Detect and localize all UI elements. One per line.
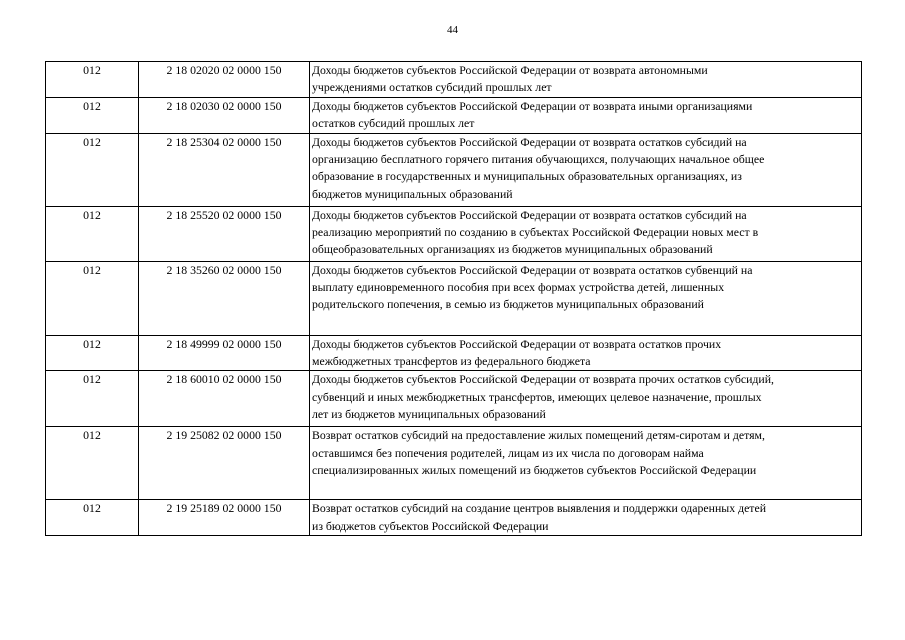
admin-code-cell: 012: [46, 371, 139, 427]
description-cell: [310, 133, 862, 206]
table-row: [46, 427, 862, 500]
table-row: [46, 500, 862, 536]
description-line: бюджетов муниципальных образований: [312, 186, 513, 201]
description-line: Доходы бюджетов субъектов Российской Федерации от возврата автономными: [312, 63, 708, 77]
budget-code-cell: 2 18 35260 02 0000 150: [139, 261, 310, 335]
description-cell: [310, 97, 862, 133]
description-line: из бюджетов субъектов Российской Федерации: [312, 518, 549, 533]
description-line: Доходы бюджетов субъектов Российской Федерации от возврата иными организациями: [312, 98, 753, 113]
budget-code-cell: 2 19 25082 02 0000 150: [139, 427, 310, 500]
admin-code-cell: 012: [46, 261, 139, 335]
description-line: Возврат остатков субсидий на предоставление жилых помещений детям-сиротам и детям,: [312, 428, 765, 443]
description-cell: [310, 500, 862, 536]
description-line: учреждениями остатков субсидий прошлых лет: [312, 80, 552, 95]
table-row: [46, 133, 862, 206]
description-line: Доходы бюджетов субъектов Российской Федерации от возврата остатков прочих: [312, 336, 722, 351]
description-cell: [310, 206, 862, 261]
admin-code-cell: 012: [46, 62, 139, 98]
description-line: образование в государственных и муниципальных образовательных организациях, из: [312, 169, 742, 184]
description-line: Доходы бюджетов субъектов Российской Федерации от возврата прочих остатков субсидий,: [312, 372, 775, 387]
budget-code-cell: 2 18 25304 02 0000 150: [139, 133, 310, 206]
budget-code-cell: 2 18 02020 02 0000 150: [139, 62, 310, 98]
description-line: Доходы бюджетов субъектов Российской Федерации от возврата остатков субвенций на: [312, 262, 753, 277]
description-line: межбюджетных трансфертов из федерального бюджета: [312, 354, 591, 369]
description-line: оставшимся без попечения родителей, лицам из их числа по договорам найма: [312, 445, 704, 460]
admin-code-cell: 012: [46, 500, 139, 536]
description-cell: [310, 62, 862, 98]
description-cell: [310, 335, 862, 371]
table-row: [46, 97, 862, 133]
description-cell: [310, 261, 862, 335]
description-line: Возврат остатков субсидий на создание центров выявления и поддержки одаренных детей: [312, 501, 767, 516]
description-line: субвенций и иных межбюджетных трансфертов, имеющих целевое назначение, прошлых: [312, 389, 762, 404]
description-line: Доходы бюджетов субъектов Российской Федерации от возврата остатков субсидий на: [312, 207, 747, 222]
table-row: [46, 335, 862, 371]
page-number: 44: [447, 24, 458, 36]
budget-code-cell: 2 18 02030 02 0000 150: [139, 97, 310, 133]
table-row: [46, 371, 862, 427]
budget-code-cell: 2 18 49999 02 0000 150: [139, 335, 310, 371]
description-line: родительского попечения, в семью из бюджетов муниципальных образований: [312, 297, 704, 312]
table-row: [46, 206, 862, 261]
table-row: [46, 261, 862, 335]
budget-code-cell: 2 18 25520 02 0000 150: [139, 206, 310, 261]
description-line: Доходы бюджетов субъектов Российской Федерации от возврата остатков субсидий на: [312, 134, 747, 149]
budget-revenue-table: [45, 61, 862, 536]
table-row: [46, 62, 862, 98]
admin-code-cell: 012: [46, 206, 139, 261]
description-line: реализацию мероприятий по созданию в субъектах Российской Федерации новых мест в: [312, 225, 759, 240]
budget-code-cell: 2 18 60010 02 0000 150: [139, 371, 310, 427]
admin-code-cell: 012: [46, 427, 139, 500]
admin-code-cell: 012: [46, 97, 139, 133]
description-cell: [310, 427, 862, 500]
description-line: выплату единовременного пособия при всех формах устройства детей, лишенных: [312, 280, 725, 295]
description-cell: [310, 371, 862, 427]
description-line: остатков субсидий прошлых лет: [312, 116, 475, 131]
description-line: организацию бесплатного горячего питания обучающихся, получающих начальное общее: [312, 152, 765, 167]
description-line: общеобразовательных организациях из бюджетов муниципальных образований: [312, 242, 713, 257]
description-line: лет из бюджетов муниципальных образований: [312, 407, 546, 422]
admin-code-cell: 012: [46, 335, 139, 371]
budget-code-cell: 2 19 25189 02 0000 150: [139, 500, 310, 536]
admin-code-cell: 012: [46, 133, 139, 206]
description-line: специализированных жилых помещений из бюджетов субъектов Российской Федерации: [312, 463, 757, 478]
